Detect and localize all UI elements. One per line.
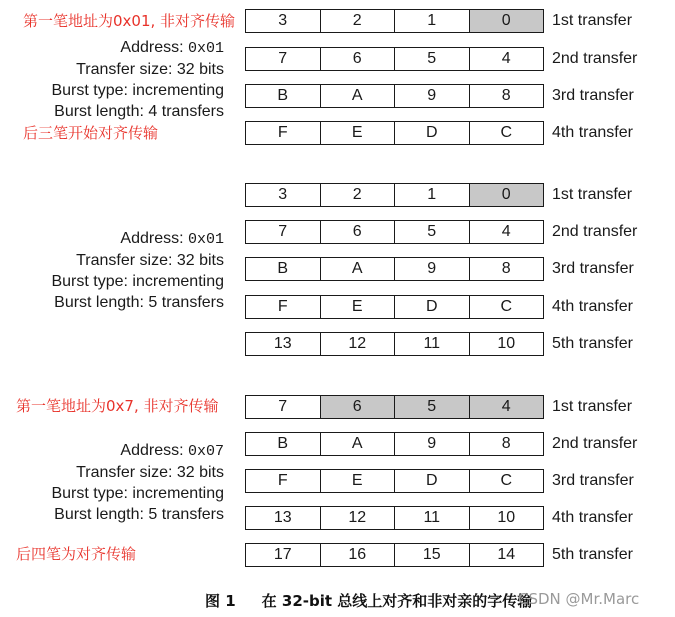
- byte-cell: 11: [395, 507, 470, 529]
- transfer-label: 2nd transfer: [552, 223, 638, 240]
- byte-cell: 9: [395, 433, 470, 455]
- byte-cell-inactive: 4: [470, 396, 544, 418]
- byte-cell: 2: [321, 10, 396, 32]
- transfer-row: [245, 257, 544, 281]
- transfer-label: 3rd transfer: [552, 87, 634, 104]
- transfer-row: [245, 332, 544, 356]
- transfer-label: 3rd transfer: [552, 472, 634, 489]
- byte-cell: 8: [501, 260, 511, 277]
- transfer-label: 2nd transfer: [552, 50, 638, 67]
- transfer-size: Transfer size: 32 bits: [76, 252, 224, 269]
- transfer-row: [245, 47, 544, 71]
- byte-cell: 7: [246, 396, 321, 418]
- byte-cell: D: [395, 470, 470, 492]
- caption-text: 在 32-bit 总线上对齐和非对亲的字传输: [261, 592, 533, 610]
- transfer-label: 1st transfer: [552, 12, 633, 29]
- transfer-label: 4th transfer: [552, 124, 633, 141]
- byte-cell: 11: [395, 333, 470, 355]
- transfer-row: [245, 395, 544, 419]
- byte-cell: 1: [395, 10, 470, 32]
- burst-length: Burst length: 4 transfers: [54, 103, 224, 120]
- transfer-row: [245, 506, 544, 530]
- transfer-label: 2nd transfer: [552, 435, 638, 452]
- diagram-2-info: [51, 228, 224, 313]
- burst-type: Burst type: incrementing: [51, 82, 224, 99]
- burst-type: Burst type: incrementing: [51, 485, 224, 502]
- byte-cell: D: [395, 296, 470, 318]
- byte-cell-inactive: 5: [395, 396, 470, 418]
- byte-cell: C: [500, 472, 513, 489]
- byte-cell: 9: [395, 85, 470, 107]
- byte-cell: C: [500, 298, 513, 315]
- transfer-row: [245, 183, 544, 207]
- byte-cell: F: [246, 470, 321, 492]
- byte-cell: 10: [497, 335, 516, 352]
- transfer-label: 5th transfer: [552, 335, 633, 352]
- diagram-1-info: [51, 37, 224, 122]
- address-line: Address: 0x01: [120, 39, 224, 57]
- annotation-aligned-rest-3: 后三笔开始对齐传输: [23, 124, 159, 142]
- byte-cell-inactive: 6: [321, 396, 396, 418]
- byte-cell-inactive: 0: [470, 184, 544, 206]
- transfer-label: 3rd transfer: [552, 260, 634, 277]
- transfer-row: [245, 432, 544, 456]
- byte-cell: 8: [501, 435, 511, 452]
- byte-cell: 5: [395, 48, 470, 70]
- address-value: 0x07: [187, 443, 224, 460]
- byte-cell: 3: [246, 10, 321, 32]
- transfer-row: [245, 295, 544, 319]
- transfer-label: 1st transfer: [552, 186, 633, 203]
- byte-cell: 2: [321, 184, 396, 206]
- annotation-unaligned-first-0x7: 第一笔地址为0x7, 非对齐传输: [16, 397, 219, 415]
- byte-cell: 17: [246, 544, 321, 566]
- byte-cell: 1: [395, 184, 470, 206]
- transfer-size: Transfer size: 32 bits: [76, 464, 224, 481]
- byte-cell: 8: [501, 87, 511, 104]
- transfer-label: 4th transfer: [552, 509, 633, 526]
- byte-cell: A: [321, 433, 396, 455]
- address-line: Address: 0x01: [120, 230, 224, 248]
- annotation-unaligned-first-0x01: 第一笔地址为0x01, 非对齐传输: [23, 12, 236, 30]
- diagram-3-info: [51, 440, 224, 525]
- byte-cell: B: [246, 85, 321, 107]
- burst-type: Burst type: incrementing: [51, 273, 224, 290]
- byte-cell: D: [395, 122, 470, 144]
- byte-cell: 16: [321, 544, 396, 566]
- transfer-row: [245, 543, 544, 567]
- byte-cell: 4: [501, 50, 511, 67]
- byte-cell: 13: [246, 333, 321, 355]
- byte-cell-inactive: 0: [470, 10, 544, 32]
- transfer-row: [245, 220, 544, 244]
- burst-length: Burst length: 5 transfers: [54, 294, 224, 311]
- figure-caption: [205, 590, 532, 611]
- transfer-row: [245, 121, 544, 145]
- byte-cell: 12: [321, 333, 396, 355]
- byte-cell: 6: [321, 48, 396, 70]
- byte-cell: 5: [395, 221, 470, 243]
- byte-cell: E: [321, 470, 396, 492]
- address-line: Address: 0x07: [120, 442, 224, 460]
- address-value: 0x01: [187, 231, 224, 248]
- transfer-label: 1st transfer: [552, 398, 633, 415]
- burst-length: Burst length: 5 transfers: [54, 506, 224, 523]
- byte-cell: A: [321, 258, 396, 280]
- byte-cell: 7: [246, 221, 321, 243]
- byte-cell: 7: [246, 48, 321, 70]
- byte-cell: B: [246, 258, 321, 280]
- figure-number: 图 1: [205, 592, 236, 610]
- byte-cell: 10: [497, 509, 516, 526]
- address-value: 0x01: [187, 40, 224, 57]
- byte-cell: 9: [395, 258, 470, 280]
- byte-cell: 3: [246, 184, 321, 206]
- byte-cell: 4: [501, 223, 511, 240]
- byte-cell: F: [246, 122, 321, 144]
- transfer-row: [245, 9, 544, 33]
- byte-cell: C: [500, 124, 513, 141]
- transfer-size: Transfer size: 32 bits: [76, 61, 224, 78]
- transfer-row: [245, 84, 544, 108]
- transfer-row: [245, 469, 544, 493]
- byte-cell: 15: [395, 544, 470, 566]
- byte-cell: 14: [497, 546, 516, 563]
- byte-cell: 13: [246, 507, 321, 529]
- byte-cell: B: [246, 433, 321, 455]
- annotation-aligned-rest-4: 后四笔为对齐传输: [16, 545, 137, 563]
- byte-cell: E: [321, 296, 396, 318]
- transfer-label: 5th transfer: [552, 546, 633, 563]
- byte-cell: E: [321, 122, 396, 144]
- watermark: CSDN @Mr.Marc: [518, 590, 640, 608]
- byte-cell: F: [246, 296, 321, 318]
- byte-cell: 12: [321, 507, 396, 529]
- byte-cell: A: [321, 85, 396, 107]
- transfer-label: 4th transfer: [552, 298, 633, 315]
- byte-cell: 6: [321, 221, 396, 243]
